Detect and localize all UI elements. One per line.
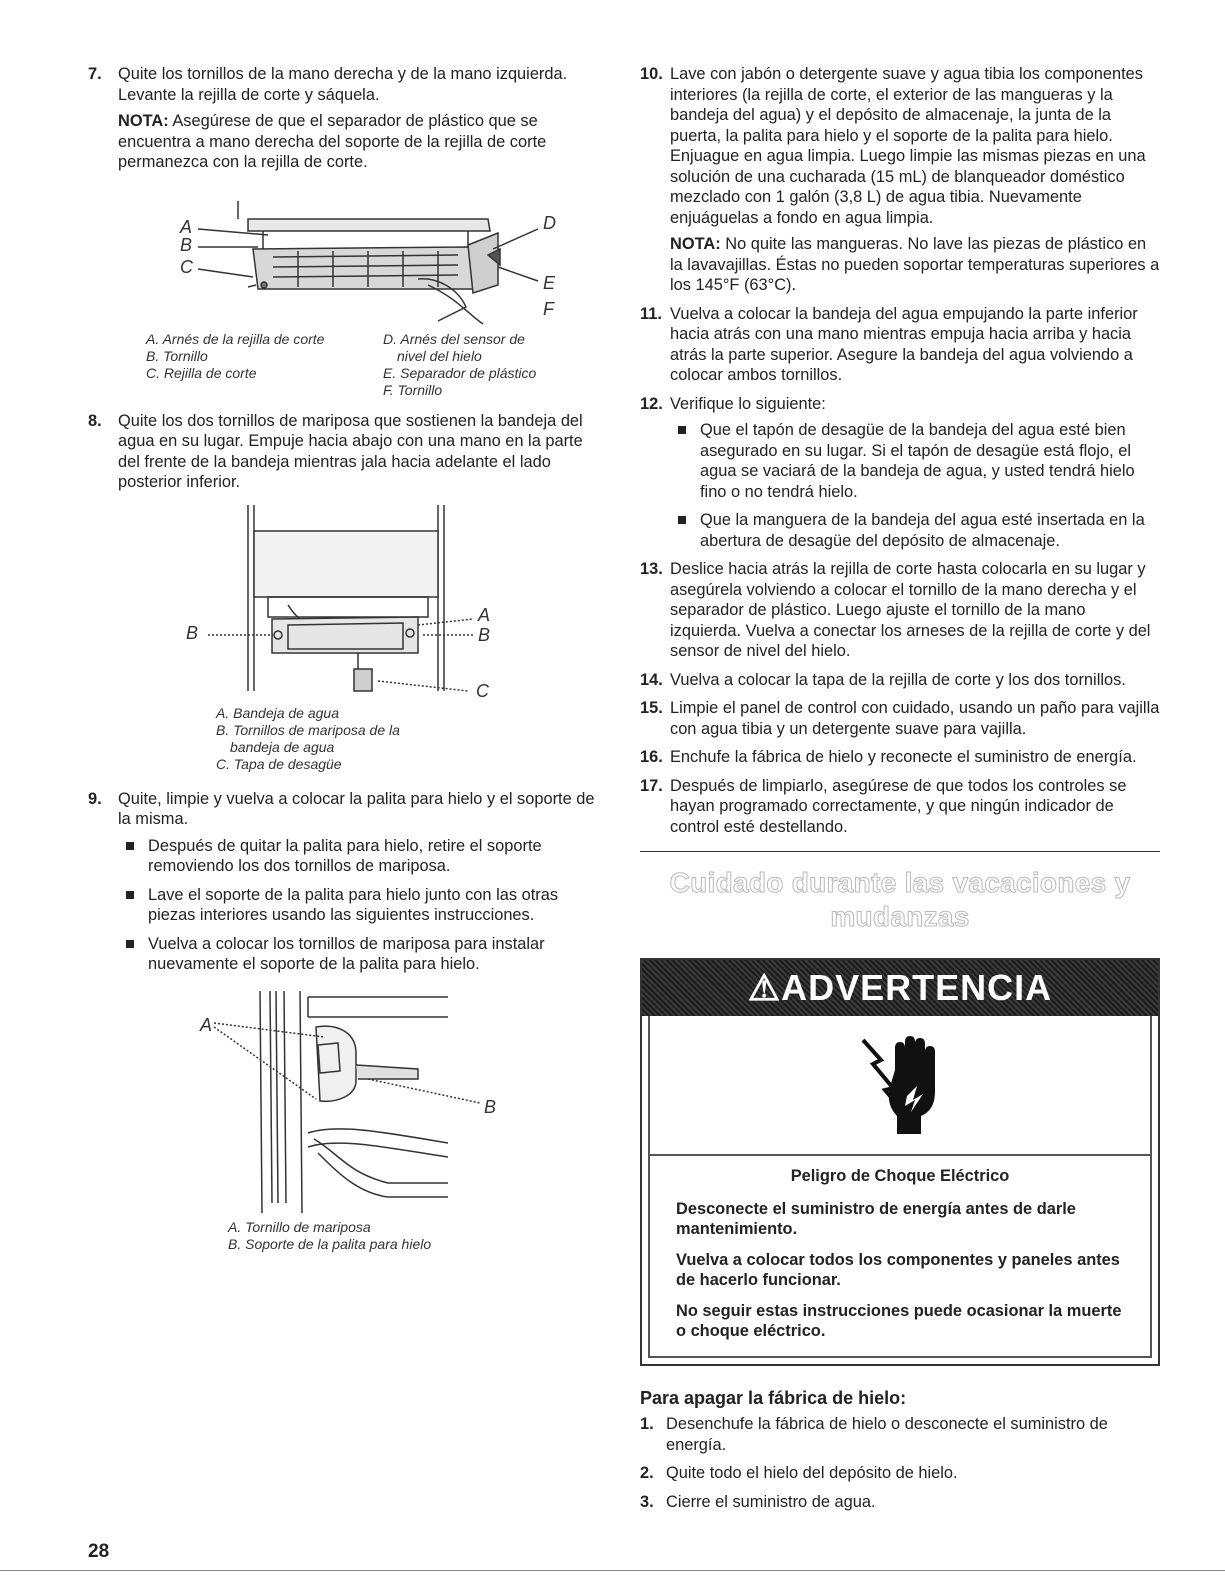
warning-body bbox=[648, 1016, 1152, 1358]
step-15 bbox=[640, 698, 1160, 739]
label-c: C bbox=[476, 680, 489, 701]
list-item: Después de quitar la palita para hielo, retire el soporte removiendo los dos tornillos de mariposa. bbox=[118, 836, 608, 877]
right-column bbox=[640, 64, 1160, 1520]
step-number: 9. bbox=[88, 789, 102, 808]
step-number: 3. bbox=[640, 1492, 654, 1511]
step-note bbox=[670, 234, 1160, 296]
step-text: Deslice hacia atrás la rejilla de corte hasta colocarla en su lugar y asegúrela volviendo a colocar el tornillo de la mano derecha y el separador de plástico. Luego ajuste el tornillo de la mano izquierda. Vuelva a conectar los arneses de la rejilla de corte y del sensor de nivel del hielo. bbox=[670, 560, 1151, 660]
bottom-rule bbox=[0, 1570, 1225, 1571]
figure-scoop-holder bbox=[88, 983, 608, 1213]
caption: C. Rejilla de corte bbox=[146, 364, 257, 381]
shutdown-step-2 bbox=[640, 1463, 1160, 1484]
caption: E. Separador de plástico bbox=[383, 364, 537, 381]
page-number: 28 bbox=[88, 1541, 110, 1562]
label-c: C bbox=[180, 256, 193, 277]
step-number: 10. bbox=[640, 65, 663, 83]
caption: B. Tornillos de mariposa de la bbox=[216, 721, 400, 738]
bullet-list bbox=[118, 836, 608, 975]
section-divider bbox=[640, 851, 1160, 852]
note-text: Asegúrese de que el separador de plástico que se encuentra a mano derecha del soporte de la rejilla de corte permanezca con la rejilla de corte. bbox=[118, 112, 547, 171]
step-13 bbox=[640, 559, 1160, 662]
note-label: NOTA: bbox=[118, 112, 169, 130]
water-tray-illustration bbox=[88, 501, 608, 701]
warning-triangle-icon: ⚠ bbox=[747, 967, 782, 1008]
caption: A. Arnés de la rejilla de corte bbox=[146, 330, 325, 347]
step-number: 11. bbox=[640, 304, 662, 323]
step-10 bbox=[640, 64, 1160, 296]
step-9 bbox=[88, 789, 608, 975]
step-7 bbox=[88, 64, 608, 173]
warning-line: Vuelva a colocar todos los componentes y paneles antes de hacerlo funcionar. bbox=[676, 1250, 1120, 1289]
caption: B. Soporte de la palita para hielo bbox=[228, 1235, 432, 1252]
figure-1-captions bbox=[88, 331, 608, 399]
label-f: F bbox=[543, 298, 554, 319]
label-b: B bbox=[180, 234, 193, 255]
warning-line: No seguir estas instrucciones puede ocasionar la muerte o choque eléctrico. bbox=[676, 1301, 1122, 1340]
warning-text bbox=[650, 1156, 1150, 1356]
step-text: Desenchufe la fábrica de hielo o desconecte el suministro de energía. bbox=[666, 1415, 1108, 1454]
figure-2-captions bbox=[88, 705, 608, 773]
note-text: No quite las mangueras. No lave las piezas de plástico en la lavavajillas. Éstas no pueden soportar temperaturas superiores a los 145°F (63°C). bbox=[670, 235, 1160, 294]
step-text: Cierre el suministro de agua. bbox=[666, 1492, 876, 1511]
step-number: 12. bbox=[640, 394, 663, 413]
step-text: Verifique lo siguiente: bbox=[670, 394, 826, 413]
caption: C. Tapa de desagüe bbox=[216, 755, 342, 772]
shutdown-step-3 bbox=[640, 1492, 1160, 1513]
figure-3-captions bbox=[88, 1219, 608, 1253]
figure-cutting-grid bbox=[88, 189, 608, 339]
bullet-list bbox=[670, 420, 1160, 551]
step-12 bbox=[640, 394, 1160, 552]
caption: A. Tornillo de mariposa bbox=[228, 1218, 371, 1235]
caption: F. Tornillo bbox=[383, 381, 443, 398]
step-number: 2. bbox=[640, 1464, 654, 1482]
step-number: 17. bbox=[640, 776, 663, 795]
step-text: Vuelva a colocar la bandeja del agua empujando la parte inferior hacia atrás con una mano mientras empuja hacia arriba y hacia atrás la parte superior. Asegure la bandeja del agua volviendo a colocar ambos tornillos. bbox=[670, 304, 1138, 384]
bullet-icon bbox=[126, 842, 134, 850]
bullet-icon bbox=[126, 940, 134, 948]
figure-water-tray bbox=[88, 501, 608, 701]
label-b: B bbox=[484, 1096, 497, 1117]
list-item: Vuelva a colocar los tornillos de mariposa para instalar nuevamente el soporte de la palita para hielo. bbox=[118, 934, 608, 975]
step-number: 13. bbox=[640, 560, 663, 578]
step-number: 1. bbox=[640, 1415, 654, 1433]
left-column bbox=[88, 64, 608, 1253]
step-16 bbox=[640, 747, 1160, 768]
step-number: 8. bbox=[88, 411, 102, 430]
bullet-icon bbox=[678, 426, 686, 434]
label-b: B bbox=[186, 622, 199, 643]
section-title: Cuidado durante las vacaciones y mudanzas bbox=[669, 867, 1131, 932]
electric-shock-hand-icon bbox=[855, 1030, 945, 1140]
bullet-icon bbox=[126, 891, 134, 899]
step-text: Quite los tornillos de la mano derecha y de la mano izquierda. Levante la rejilla de corte y sáquela. bbox=[118, 65, 568, 104]
step-text: Quite todo el hielo del depósito de hielo. bbox=[666, 1464, 958, 1482]
warning-line: Desconecte el suministro de energía antes de darle mantenimiento. bbox=[676, 1199, 1076, 1238]
scoop-holder-illustration bbox=[88, 983, 608, 1213]
caption: bandeja de agua bbox=[230, 738, 335, 755]
step-text: Enchufe la fábrica de hielo y reconecte el suministro de energía. bbox=[670, 748, 1137, 766]
label-a: A bbox=[478, 604, 491, 625]
label-b: B bbox=[478, 624, 491, 645]
step-text: Después de limpiarlo, asegúrese de que todos los controles se hayan programado correctamente, y que ningún indicador de control esté destellando. bbox=[670, 776, 1127, 836]
step-text: Quite los dos tornillos de mariposa que sostienen la bandeja del agua en su lugar. Empuje hacia abajo con una mano en la parte del frente de la bandeja mientras jala hacia adelante el lado posterior inferior. bbox=[118, 411, 583, 491]
warning-box bbox=[640, 958, 1160, 1366]
warning-header: ⚠ADVERTENCIA bbox=[642, 960, 1158, 1016]
list-item: Lave el soporte de la palita para hielo junto con las otras piezas interiores usando las siguientes instrucciones. bbox=[118, 885, 608, 926]
list-item: Que el tapón de desagüe de la bandeja del agua esté bien asegurado en su lugar. Si el tapón de desagüe está flojo, el agua se vaciará de la bandeja de agua, y usted tendrá hielo fino o no tendrá hielo. bbox=[670, 420, 1160, 502]
label-a: A bbox=[180, 216, 193, 237]
note-label: NOTA: bbox=[670, 235, 721, 253]
step-text: Lave con jabón o detergente suave y agua tibia los componentes interiores (la rejilla de corte, el exterior de las mangueras y la bandeja del agua) y el depósito de almacenaje, la junta de la puerta, la palita para hielo y el soporte de la palita para hielo. Enjuague en agua limpia. Luego limpie las mismas piezas en una solución de una cucharada (15 mL) de blanqueador doméstico mezclado con 1 galón (3,8 L) de agua tibia. Nuevamente enjuáguelas a fondo en agua limpia. bbox=[670, 65, 1146, 227]
warning-hazard: Peligro de Choque Eléctrico bbox=[790, 1167, 1010, 1185]
caption: D. Arnés del sensor de bbox=[383, 330, 525, 347]
step-11 bbox=[640, 304, 1160, 386]
step-17 bbox=[640, 776, 1160, 838]
step-14 bbox=[640, 670, 1160, 691]
cutting-grid-illustration bbox=[88, 189, 608, 339]
bullet-icon bbox=[678, 516, 686, 524]
step-8 bbox=[88, 411, 608, 493]
step-text: Quite, limpie y vuelva a colocar la palita para hielo y el soporte de la misma. bbox=[118, 789, 595, 828]
step-text: Vuelva a colocar la tapa de la rejilla de corte y los dos tornillos. bbox=[670, 670, 1126, 689]
caption: A. Bandeja de agua bbox=[216, 704, 339, 721]
shutdown-title: Para apagar la fábrica de hielo: bbox=[640, 1387, 907, 1408]
step-text: Limpie el panel de control con cuidado, usando un paño para vajilla con agua tibia y un detergente suave para vajilla. bbox=[670, 699, 1160, 738]
list-item: Que la manguera de la bandeja del agua esté insertada en la abertura de desagüe del depósito de almacenaje. bbox=[670, 510, 1160, 551]
label-d: D bbox=[543, 212, 556, 233]
step-number: 7. bbox=[88, 65, 102, 83]
step-number: 14. bbox=[640, 670, 663, 689]
step-number: 15. bbox=[640, 699, 663, 717]
label-e: E bbox=[543, 272, 556, 293]
warning-icon-row bbox=[650, 1016, 1150, 1156]
step-note bbox=[118, 111, 608, 173]
shutdown-step-1 bbox=[640, 1414, 1160, 1455]
caption: nivel del hielo bbox=[397, 347, 482, 364]
caption: B. Tornillo bbox=[146, 347, 208, 364]
step-number: 16. bbox=[640, 748, 663, 766]
label-a: A bbox=[200, 1014, 213, 1035]
